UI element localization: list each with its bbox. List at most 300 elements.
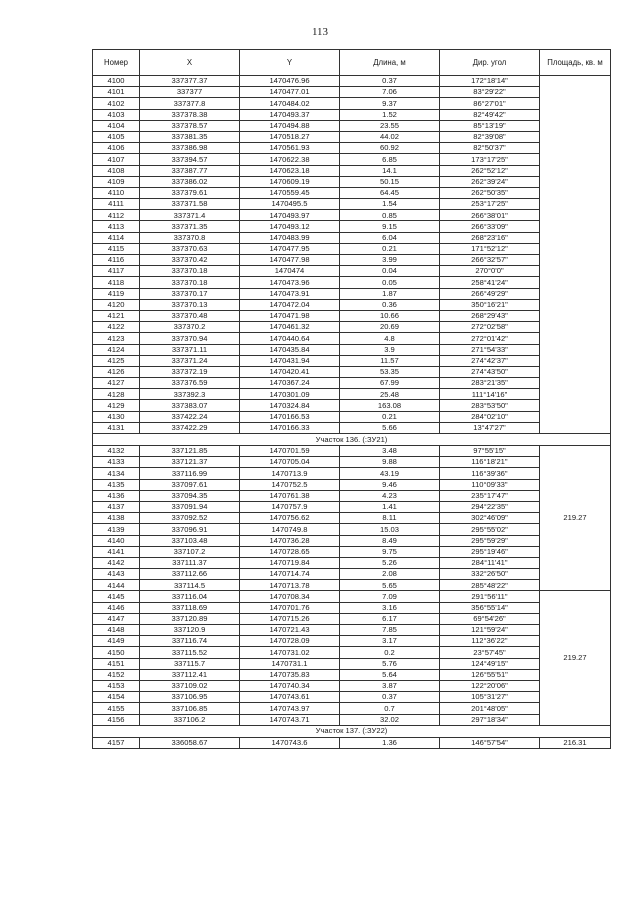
- y-coordinate: 1470473.91: [240, 288, 340, 299]
- bearing-angle: 105°31'27": [440, 692, 540, 703]
- y-coordinate: 1470473.96: [240, 277, 340, 288]
- length: 10.66: [340, 310, 440, 321]
- y-coordinate: 1470166.33: [240, 422, 340, 433]
- x-coordinate: 337383.07: [140, 400, 240, 411]
- length: 4.23: [340, 490, 440, 501]
- table-body: [93, 76, 611, 749]
- table-row: [93, 277, 611, 288]
- x-coordinate: 337115.52: [140, 647, 240, 658]
- y-coordinate: 1470440.64: [240, 333, 340, 344]
- length: 53.35: [340, 366, 440, 377]
- x-coordinate: 337091.94: [140, 501, 240, 512]
- y-coordinate: 1470743.6: [240, 737, 340, 748]
- x-coordinate: 337394.57: [140, 154, 240, 165]
- section-title: Участок 136. (:ЗУ21): [93, 434, 611, 446]
- bearing-angle: 297°18'34": [440, 714, 540, 725]
- x-coordinate: 337377.37: [140, 76, 240, 87]
- x-coordinate: 337092.52: [140, 513, 240, 524]
- table-row: [93, 333, 611, 344]
- area-value: 219.27: [540, 591, 611, 725]
- length: 60.92: [340, 143, 440, 154]
- y-coordinate: 1470561.93: [240, 143, 340, 154]
- point-number: 4116: [93, 255, 140, 266]
- x-coordinate: 337103.48: [140, 535, 240, 546]
- x-coordinate: 337422.24: [140, 411, 240, 422]
- y-coordinate: 1470735.83: [240, 669, 340, 680]
- x-coordinate: 337120.89: [140, 613, 240, 624]
- point-number: 4144: [93, 580, 140, 591]
- length: 0.05: [340, 277, 440, 288]
- bearing-angle: 111°14'16": [440, 389, 540, 400]
- bearing-angle: 13°47'27": [440, 422, 540, 433]
- length: 64.45: [340, 187, 440, 198]
- x-coordinate: 336058.67: [140, 737, 240, 748]
- length: 9.37: [340, 98, 440, 109]
- y-coordinate: 1470728.65: [240, 546, 340, 557]
- point-number: 4145: [93, 591, 140, 602]
- point-number: 4104: [93, 120, 140, 131]
- area-value: 216.31: [540, 737, 611, 748]
- bearing-angle: 266°33'09": [440, 221, 540, 232]
- bearing-angle: 262°50'35": [440, 187, 540, 198]
- point-number: 4109: [93, 176, 140, 187]
- bearing-angle: 173°17'25": [440, 154, 540, 165]
- x-coordinate: 337371.4: [140, 210, 240, 221]
- x-coordinate: 337370.13: [140, 299, 240, 310]
- length: 43.19: [340, 468, 440, 479]
- table-row: [93, 76, 611, 87]
- y-coordinate: 1470461.32: [240, 322, 340, 333]
- x-coordinate: 337094.35: [140, 490, 240, 501]
- point-number: 4120: [93, 299, 140, 310]
- bearing-angle: 272°02'58": [440, 322, 540, 333]
- y-coordinate: 1470715.26: [240, 613, 340, 624]
- area-value: 219.27: [540, 446, 611, 591]
- point-number: 4133: [93, 457, 140, 468]
- bearing-angle: 283°53'50": [440, 400, 540, 411]
- x-coordinate: 337370.17: [140, 288, 240, 299]
- table-row: [93, 658, 611, 669]
- length: 7.06: [340, 87, 440, 98]
- table-row: [93, 232, 611, 243]
- point-number: 4139: [93, 524, 140, 535]
- bearing-angle: 83°29'22": [440, 87, 540, 98]
- table-row: [93, 322, 611, 333]
- point-number: 4105: [93, 131, 140, 142]
- x-coordinate: 337371.35: [140, 221, 240, 232]
- point-number: 4155: [93, 703, 140, 714]
- point-number: 4126: [93, 366, 140, 377]
- bearing-angle: 82°50'37": [440, 143, 540, 154]
- x-coordinate: 337422.29: [140, 422, 240, 433]
- x-coordinate: 337372.19: [140, 366, 240, 377]
- x-coordinate: 337370.18: [140, 277, 240, 288]
- bearing-angle: 302°46'09": [440, 513, 540, 524]
- length: 6.17: [340, 613, 440, 624]
- point-number: 4122: [93, 322, 140, 333]
- bearing-angle: 274°43'50": [440, 366, 540, 377]
- y-coordinate: 1470701.76: [240, 602, 340, 613]
- point-number: 4134: [93, 468, 140, 479]
- length: 0.04: [340, 266, 440, 277]
- y-coordinate: 1470472.04: [240, 299, 340, 310]
- header-angle: Дир. угол: [440, 50, 540, 76]
- point-number: 4156: [93, 714, 140, 725]
- bearing-angle: 171°52'12": [440, 243, 540, 254]
- y-coordinate: 1470493.97: [240, 210, 340, 221]
- point-number: 4130: [93, 411, 140, 422]
- table-row: [93, 210, 611, 221]
- y-coordinate: 1470749.8: [240, 524, 340, 535]
- table-row: [93, 580, 611, 591]
- table-row: [93, 422, 611, 433]
- y-coordinate: 1470705.04: [240, 457, 340, 468]
- bearing-angle: 270°0'0": [440, 266, 540, 277]
- y-coordinate: 1470477.01: [240, 87, 340, 98]
- y-coordinate: 1470493.37: [240, 109, 340, 120]
- point-number: 4100: [93, 76, 140, 87]
- y-coordinate: 1470420.41: [240, 366, 340, 377]
- point-number: 4142: [93, 557, 140, 568]
- section-header-row: [93, 434, 611, 446]
- y-coordinate: 1470166.53: [240, 411, 340, 422]
- bearing-angle: 201°48'05": [440, 703, 540, 714]
- bearing-angle: 146°57'54": [440, 737, 540, 748]
- y-coordinate: 1470701.59: [240, 446, 340, 457]
- point-number: 4151: [93, 658, 140, 669]
- bearing-angle: 122°20'06": [440, 680, 540, 691]
- x-coordinate: 337106.2: [140, 714, 240, 725]
- length: 8.11: [340, 513, 440, 524]
- point-number: 4112: [93, 210, 140, 221]
- coordinates-table: [92, 49, 611, 749]
- y-coordinate: 1470622.38: [240, 154, 340, 165]
- length: 14.1: [340, 165, 440, 176]
- x-coordinate: 337370.94: [140, 333, 240, 344]
- x-coordinate: 337377.8: [140, 98, 240, 109]
- bearing-angle: 284°11'41": [440, 557, 540, 568]
- table-row: [93, 490, 611, 501]
- table-row: [93, 221, 611, 232]
- x-coordinate: 337387.77: [140, 165, 240, 176]
- table-row: [93, 636, 611, 647]
- y-coordinate: 1470743.71: [240, 714, 340, 725]
- length: 1.54: [340, 199, 440, 210]
- x-coordinate: 337371.58: [140, 199, 240, 210]
- y-coordinate: 1470708.34: [240, 591, 340, 602]
- header-number: Номер: [93, 50, 140, 76]
- bearing-angle: 82°49'42": [440, 109, 540, 120]
- length: 11.57: [340, 355, 440, 366]
- y-coordinate: 1470728.09: [240, 636, 340, 647]
- table-row: [93, 669, 611, 680]
- x-coordinate: 337118.69: [140, 602, 240, 613]
- section-title: Участок 137. (:ЗУ22): [93, 725, 611, 737]
- x-coordinate: 337106.95: [140, 692, 240, 703]
- length: 9.15: [340, 221, 440, 232]
- point-number: 4127: [93, 378, 140, 389]
- bearing-angle: 86°27'01": [440, 98, 540, 109]
- length: 5.65: [340, 580, 440, 591]
- x-coordinate: 337111.37: [140, 557, 240, 568]
- bearing-angle: 124°49'15": [440, 658, 540, 669]
- table-row: [93, 266, 611, 277]
- length: 9.46: [340, 479, 440, 490]
- bearing-angle: 116°39'36": [440, 468, 540, 479]
- length: 0.36: [340, 299, 440, 310]
- bearing-angle: 258°41'24": [440, 277, 540, 288]
- table-row: [93, 446, 611, 457]
- bearing-angle: 295°59'29": [440, 535, 540, 546]
- bearing-angle: 253°17'25": [440, 199, 540, 210]
- bearing-angle: 116°18'21": [440, 457, 540, 468]
- point-number: 4141: [93, 546, 140, 557]
- bearing-angle: 262°39'24": [440, 176, 540, 187]
- length: 25.48: [340, 389, 440, 400]
- point-number: 4128: [93, 389, 140, 400]
- header-length: Длина, м: [340, 50, 440, 76]
- length: 3.87: [340, 680, 440, 691]
- point-number: 4136: [93, 490, 140, 501]
- y-coordinate: 1470324.84: [240, 400, 340, 411]
- length: 0.21: [340, 243, 440, 254]
- length: 7.85: [340, 625, 440, 636]
- point-number: 4137: [93, 501, 140, 512]
- x-coordinate: 337121.37: [140, 457, 240, 468]
- length: 5.66: [340, 422, 440, 433]
- table-row: [93, 479, 611, 490]
- point-number: 4124: [93, 344, 140, 355]
- point-number: 4143: [93, 569, 140, 580]
- y-coordinate: 1470477.95: [240, 243, 340, 254]
- table-row: [93, 411, 611, 422]
- bearing-angle: 266°38'01": [440, 210, 540, 221]
- table-row: [93, 703, 611, 714]
- bearing-angle: 121°59'24": [440, 625, 540, 636]
- y-coordinate: 1470721.43: [240, 625, 340, 636]
- table-header-row: [93, 50, 611, 76]
- y-coordinate: 1470714.74: [240, 569, 340, 580]
- point-number: 4101: [93, 87, 140, 98]
- table-row: [93, 255, 611, 266]
- table-row: [93, 310, 611, 321]
- table-row: [93, 366, 611, 377]
- length: 6.04: [340, 232, 440, 243]
- x-coordinate: 337377: [140, 87, 240, 98]
- point-number: 4108: [93, 165, 140, 176]
- table-row: [93, 591, 611, 602]
- bearing-angle: 172°18'14": [440, 76, 540, 87]
- length: 0.7: [340, 703, 440, 714]
- length: 32.02: [340, 714, 440, 725]
- length: 67.99: [340, 378, 440, 389]
- x-coordinate: 337115.7: [140, 658, 240, 669]
- length: 9.75: [340, 546, 440, 557]
- x-coordinate: 337096.91: [140, 524, 240, 535]
- bearing-angle: 272°01'42": [440, 333, 540, 344]
- bearing-angle: 126°55'51": [440, 669, 540, 680]
- bearing-angle: 97°55'15": [440, 446, 540, 457]
- y-coordinate: 1470484.02: [240, 98, 340, 109]
- y-coordinate: 1470495.5: [240, 199, 340, 210]
- table-row: [93, 131, 611, 142]
- length: 1.41: [340, 501, 440, 512]
- length: 163.08: [340, 400, 440, 411]
- length: 1.52: [340, 109, 440, 120]
- table-row: [93, 546, 611, 557]
- x-coordinate: 337109.02: [140, 680, 240, 691]
- y-coordinate: 1470301.09: [240, 389, 340, 400]
- point-number: 4107: [93, 154, 140, 165]
- point-number: 4115: [93, 243, 140, 254]
- x-coordinate: 337112.66: [140, 569, 240, 580]
- y-coordinate: 1470740.34: [240, 680, 340, 691]
- bearing-angle: 82°39'08": [440, 131, 540, 142]
- table-row: [93, 143, 611, 154]
- point-number: 4146: [93, 602, 140, 613]
- length: 3.16: [340, 602, 440, 613]
- bearing-angle: 268°23'16": [440, 232, 540, 243]
- length: 3.17: [340, 636, 440, 647]
- length: 50.15: [340, 176, 440, 187]
- length: 15.03: [340, 524, 440, 535]
- y-coordinate: 1470474: [240, 266, 340, 277]
- point-number: 4123: [93, 333, 140, 344]
- point-number: 4106: [93, 143, 140, 154]
- y-coordinate: 1470477.98: [240, 255, 340, 266]
- x-coordinate: 337112.41: [140, 669, 240, 680]
- point-number: 4157: [93, 737, 140, 748]
- table-row: [93, 400, 611, 411]
- bearing-angle: 332°26'50": [440, 569, 540, 580]
- length: 5.76: [340, 658, 440, 669]
- point-number: 4152: [93, 669, 140, 680]
- length: 0.37: [340, 76, 440, 87]
- bearing-angle: 235°17'47": [440, 490, 540, 501]
- length: 3.9: [340, 344, 440, 355]
- x-coordinate: 337116.74: [140, 636, 240, 647]
- length: 0.37: [340, 692, 440, 703]
- x-coordinate: 337107.2: [140, 546, 240, 557]
- x-coordinate: 337106.85: [140, 703, 240, 714]
- length: 7.09: [340, 591, 440, 602]
- table-row: [93, 714, 611, 725]
- length: 44.02: [340, 131, 440, 142]
- table-row: [93, 557, 611, 568]
- length: 1.36: [340, 737, 440, 748]
- y-coordinate: 1470713.9: [240, 468, 340, 479]
- bearing-angle: 266°32'57": [440, 255, 540, 266]
- y-coordinate: 1470736.28: [240, 535, 340, 546]
- bearing-angle: 271°54'33": [440, 344, 540, 355]
- length: 5.64: [340, 669, 440, 680]
- y-coordinate: 1470623.18: [240, 165, 340, 176]
- table-row: [93, 288, 611, 299]
- y-coordinate: 1470493.12: [240, 221, 340, 232]
- bearing-angle: 291°56'11": [440, 591, 540, 602]
- table-row: [93, 187, 611, 198]
- table-row: [93, 625, 611, 636]
- point-number: 4149: [93, 636, 140, 647]
- bearing-angle: 283°21'35": [440, 378, 540, 389]
- point-number: 4125: [93, 355, 140, 366]
- x-coordinate: 337378.57: [140, 120, 240, 131]
- y-coordinate: 1470743.61: [240, 692, 340, 703]
- table-row: [93, 243, 611, 254]
- table-row: [93, 457, 611, 468]
- point-number: 4119: [93, 288, 140, 299]
- header-x: X: [140, 50, 240, 76]
- bearing-angle: 284°02'10": [440, 411, 540, 422]
- table-row: [93, 513, 611, 524]
- length: 4.8: [340, 333, 440, 344]
- table-row: [93, 613, 611, 624]
- table-row: [93, 109, 611, 120]
- x-coordinate: 337370.8: [140, 232, 240, 243]
- table-row: [93, 87, 611, 98]
- area-value: [540, 76, 611, 434]
- point-number: 4140: [93, 535, 140, 546]
- point-number: 4150: [93, 647, 140, 658]
- table-row: [93, 535, 611, 546]
- length: 1.87: [340, 288, 440, 299]
- bearing-angle: 274°42'37": [440, 355, 540, 366]
- x-coordinate: 337370.2: [140, 322, 240, 333]
- x-coordinate: 337386.98: [140, 143, 240, 154]
- point-number: 4111: [93, 199, 140, 210]
- point-number: 4154: [93, 692, 140, 703]
- y-coordinate: 1470731.1: [240, 658, 340, 669]
- point-number: 4131: [93, 422, 140, 433]
- x-coordinate: 337370.48: [140, 310, 240, 321]
- length: 6.85: [340, 154, 440, 165]
- y-coordinate: 1470609.19: [240, 176, 340, 187]
- x-coordinate: 337370.42: [140, 255, 240, 266]
- y-coordinate: 1470743.97: [240, 703, 340, 714]
- x-coordinate: 337120.9: [140, 625, 240, 636]
- y-coordinate: 1470713.78: [240, 580, 340, 591]
- bearing-angle: 266°49'29": [440, 288, 540, 299]
- y-coordinate: 1470483.99: [240, 232, 340, 243]
- y-coordinate: 1470719.84: [240, 557, 340, 568]
- length: 8.49: [340, 535, 440, 546]
- point-number: 4153: [93, 680, 140, 691]
- header-y: Y: [240, 50, 340, 76]
- y-coordinate: 1470757.9: [240, 501, 340, 512]
- length: 20.69: [340, 322, 440, 333]
- table-row: [93, 355, 611, 366]
- bearing-angle: 350°16'21": [440, 299, 540, 310]
- point-number: 4110: [93, 187, 140, 198]
- x-coordinate: 337116.99: [140, 468, 240, 479]
- table-row: [93, 737, 611, 748]
- point-number: 4129: [93, 400, 140, 411]
- table-row: [93, 199, 611, 210]
- x-coordinate: 337116.04: [140, 591, 240, 602]
- x-coordinate: 337379.61: [140, 187, 240, 198]
- table-row: [93, 569, 611, 580]
- length: 0.21: [340, 411, 440, 422]
- length: 23.55: [340, 120, 440, 131]
- y-coordinate: 1470752.5: [240, 479, 340, 490]
- length: 0.2: [340, 647, 440, 658]
- y-coordinate: 1470367.24: [240, 378, 340, 389]
- y-coordinate: 1470761.38: [240, 490, 340, 501]
- x-coordinate: 337097.61: [140, 479, 240, 490]
- table-row: [93, 299, 611, 310]
- point-number: 4135: [93, 479, 140, 490]
- x-coordinate: 337378.38: [140, 109, 240, 120]
